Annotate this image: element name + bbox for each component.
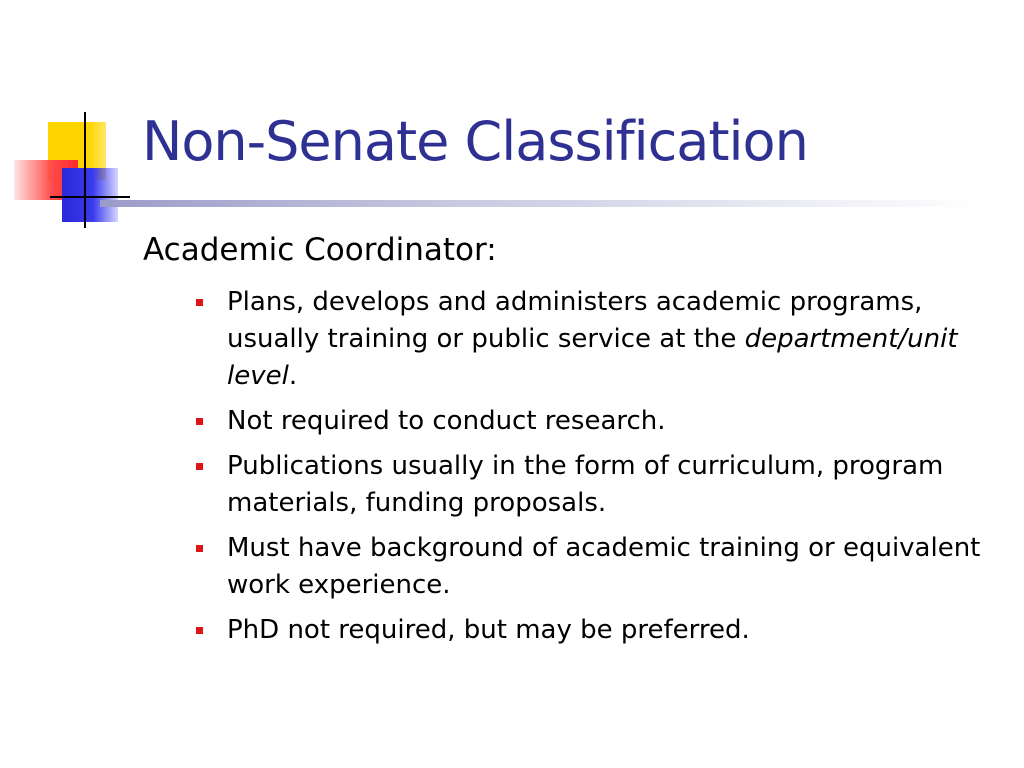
bullet-item: [196, 284, 996, 395]
bullet-text: Plans, develops and administers academic programs, usually training or public service at the: [227, 287, 923, 354]
bullet-suffix: .: [288, 361, 298, 391]
section-heading: Academic Coordinator:: [143, 232, 497, 268]
bullet-text: PhD not required, but may be preferred.: [227, 615, 750, 645]
bullet-text: Must have background of academic training or equivalent work experience.: [227, 533, 981, 600]
slide-title: Non-Senate Classification: [142, 110, 808, 173]
bullet-emphasis: department/unit level: [227, 324, 958, 391]
bullet-item: [196, 448, 996, 522]
bullet-item: [196, 612, 996, 649]
bullet-icon: [196, 545, 203, 552]
bullet-icon: [196, 418, 203, 425]
bullet-list: [196, 284, 996, 657]
bullet-item: [196, 403, 996, 440]
bullet-text: Publications usually in the form of curriculum, program materials, funding proposals.: [227, 451, 944, 518]
blue-square: [62, 168, 118, 222]
horizontal-line: [50, 196, 130, 198]
title-underline: [100, 200, 980, 207]
bullet-icon: [196, 299, 203, 306]
vertical-line: [84, 112, 86, 228]
bullet-text: Not required to conduct research.: [227, 406, 666, 436]
bullet-icon: [196, 463, 203, 470]
bullet-item: [196, 530, 996, 604]
bullet-icon: [196, 627, 203, 634]
